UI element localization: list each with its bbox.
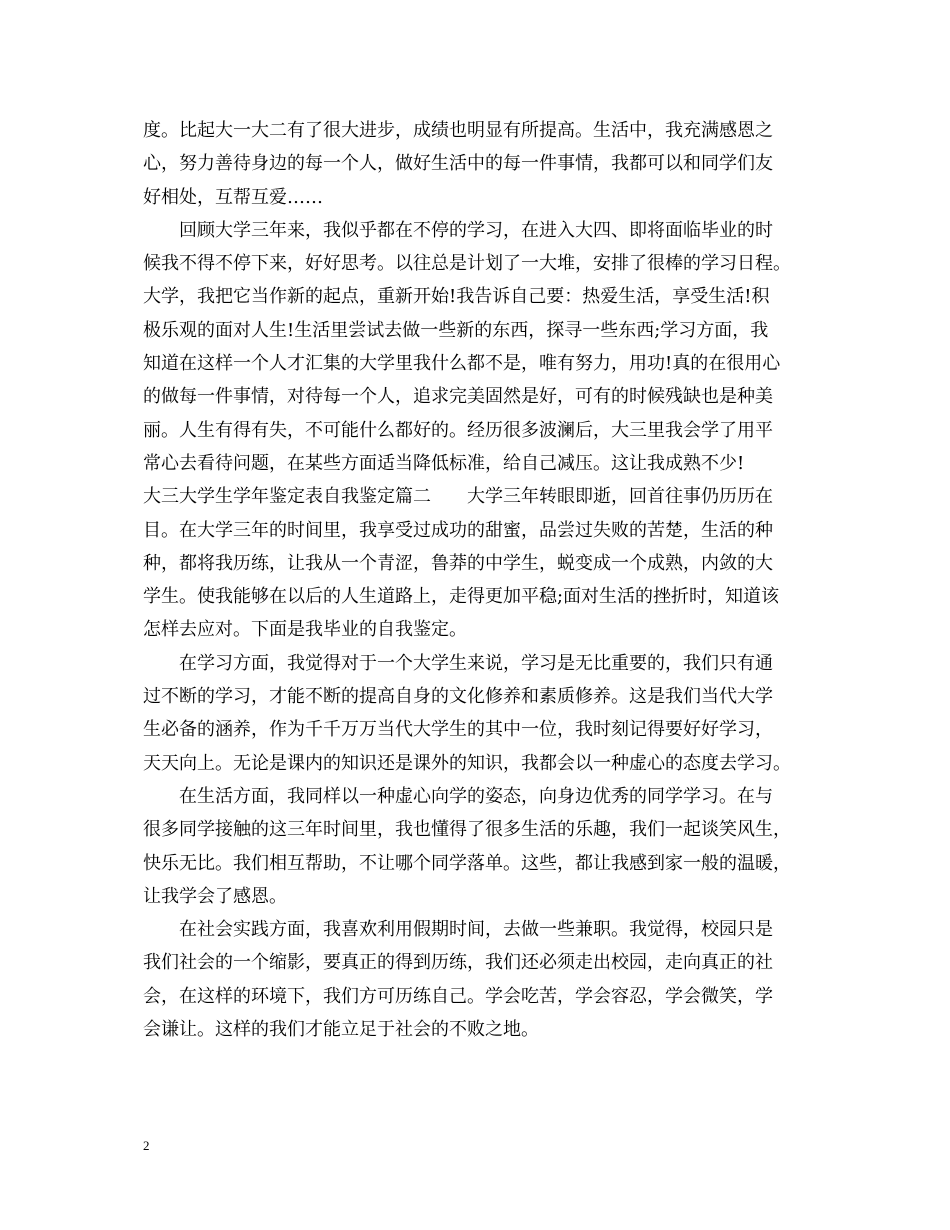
text-line: 怎样去应对。下面是我毕业的自我鉴定。 <box>143 619 467 641</box>
text-line: 极乐观的面对人生!生活里尝试去做一些新的东西，探寻一些东西;学习方面，我 <box>143 319 769 341</box>
text-line: 目。在大学三年的时间里，我享受过成功的甜蜜，品尝过失败的苦楚，生活的种 <box>143 519 773 541</box>
text-line: 好相处，互帮互爱…… <box>143 186 323 208</box>
text-line: 大学，我把它当作新的起点，重新开始!我告诉自己要：热爱生活，享受生活!积 <box>143 286 770 308</box>
document-body <box>143 114 813 1046</box>
text-line: 心，努力善待身边的每一个人，做好生活中的每一件事情，我都可以和同学们友 <box>143 153 773 175</box>
text-line: 在社会实践方面，我喜欢利用假期时间，去做一些兼职。我觉得，校园只是 <box>143 919 773 941</box>
text-line: 种，都将我历练，让我从一个青涩，鲁莽的中学生，蜕变成一个成熟，内敛的大 <box>143 552 773 574</box>
text-line: 很多同学接触的这三年时间里，我也懂得了很多生活的乐趣，我们一起谈笑风生， <box>143 819 791 841</box>
text-line: 生必备的涵养，作为千千万万当代大学生的其中一位，我时刻记得要好好学习， <box>143 719 773 741</box>
text-line: 学生。使我能够在以后的人生道路上，走得更加平稳;面对生活的挫折时，知道该 <box>143 586 780 608</box>
text-line: 会谦让。这样的我们才能立足于社会的不败之地。 <box>143 1019 539 1041</box>
text-line: 快乐无比。我们相互帮助，不让哪个同学落单。这些，都让我感到家一般的温暖， <box>143 852 791 874</box>
text-line: 会，在这样的环境下，我们方可历练自己。学会吃苦，学会容忍，学会微笑，学 <box>143 985 773 1007</box>
text-line: 过不断的学习，才能不断的提高自身的文化修养和素质修养。这是我们当代大学 <box>143 686 773 708</box>
text-line: 让我学会了感恩。 <box>143 885 287 907</box>
text-line: 的做每一件事情，对待每一个人，追求完美固然是好，可有的时候残缺也是种美 <box>143 386 773 408</box>
text-line: 知道在这样一个人才汇集的大学里我什么都不是，唯有努力，用功!真的在很用心 <box>143 353 781 375</box>
text-line: 我们社会的一个缩影，要真正的得到历练，我们还必须走出校园，走向真正的社 <box>143 952 773 974</box>
text-line: 度。比起大一大二有了很大进步，成绩也明显有所提高。生活中，我充满感恩之 <box>143 120 773 141</box>
section-heading-line: 大三大学生学年鉴定表自我鉴定篇二 大学三年转眼即逝，回首往事仍历历在 <box>143 486 773 508</box>
text-line: 丽。人生有得有失，不可能什么都好的。经历很多波澜后，大三里我会学了用平 <box>143 419 773 441</box>
text-line: 天天向上。无论是课内的知识还是课外的知识，我都会以一种虚心的态度去学习。 <box>143 752 791 774</box>
text-line: 候我不得不停下来，好好思考。以往总是计划了一大堆，安排了很棒的学习日程。 <box>143 253 791 275</box>
text-line: 回顾大学三年来，我似乎都在不停的学习，在进入大四、即将面临毕业的时 <box>143 219 773 241</box>
text-line: 在学习方面，我觉得对于一个大学生来说，学习是无比重要的，我们只有通 <box>143 652 773 674</box>
page-number: 2 <box>143 1138 150 1153</box>
text-line: 常心去看待问题，在某些方面适当降低标准，给自己减压。这让我成熟不少! <box>143 452 745 474</box>
text-line: 在生活方面，我同样以一种虚心向学的姿态，向身边优秀的同学学习。在与 <box>143 785 773 807</box>
